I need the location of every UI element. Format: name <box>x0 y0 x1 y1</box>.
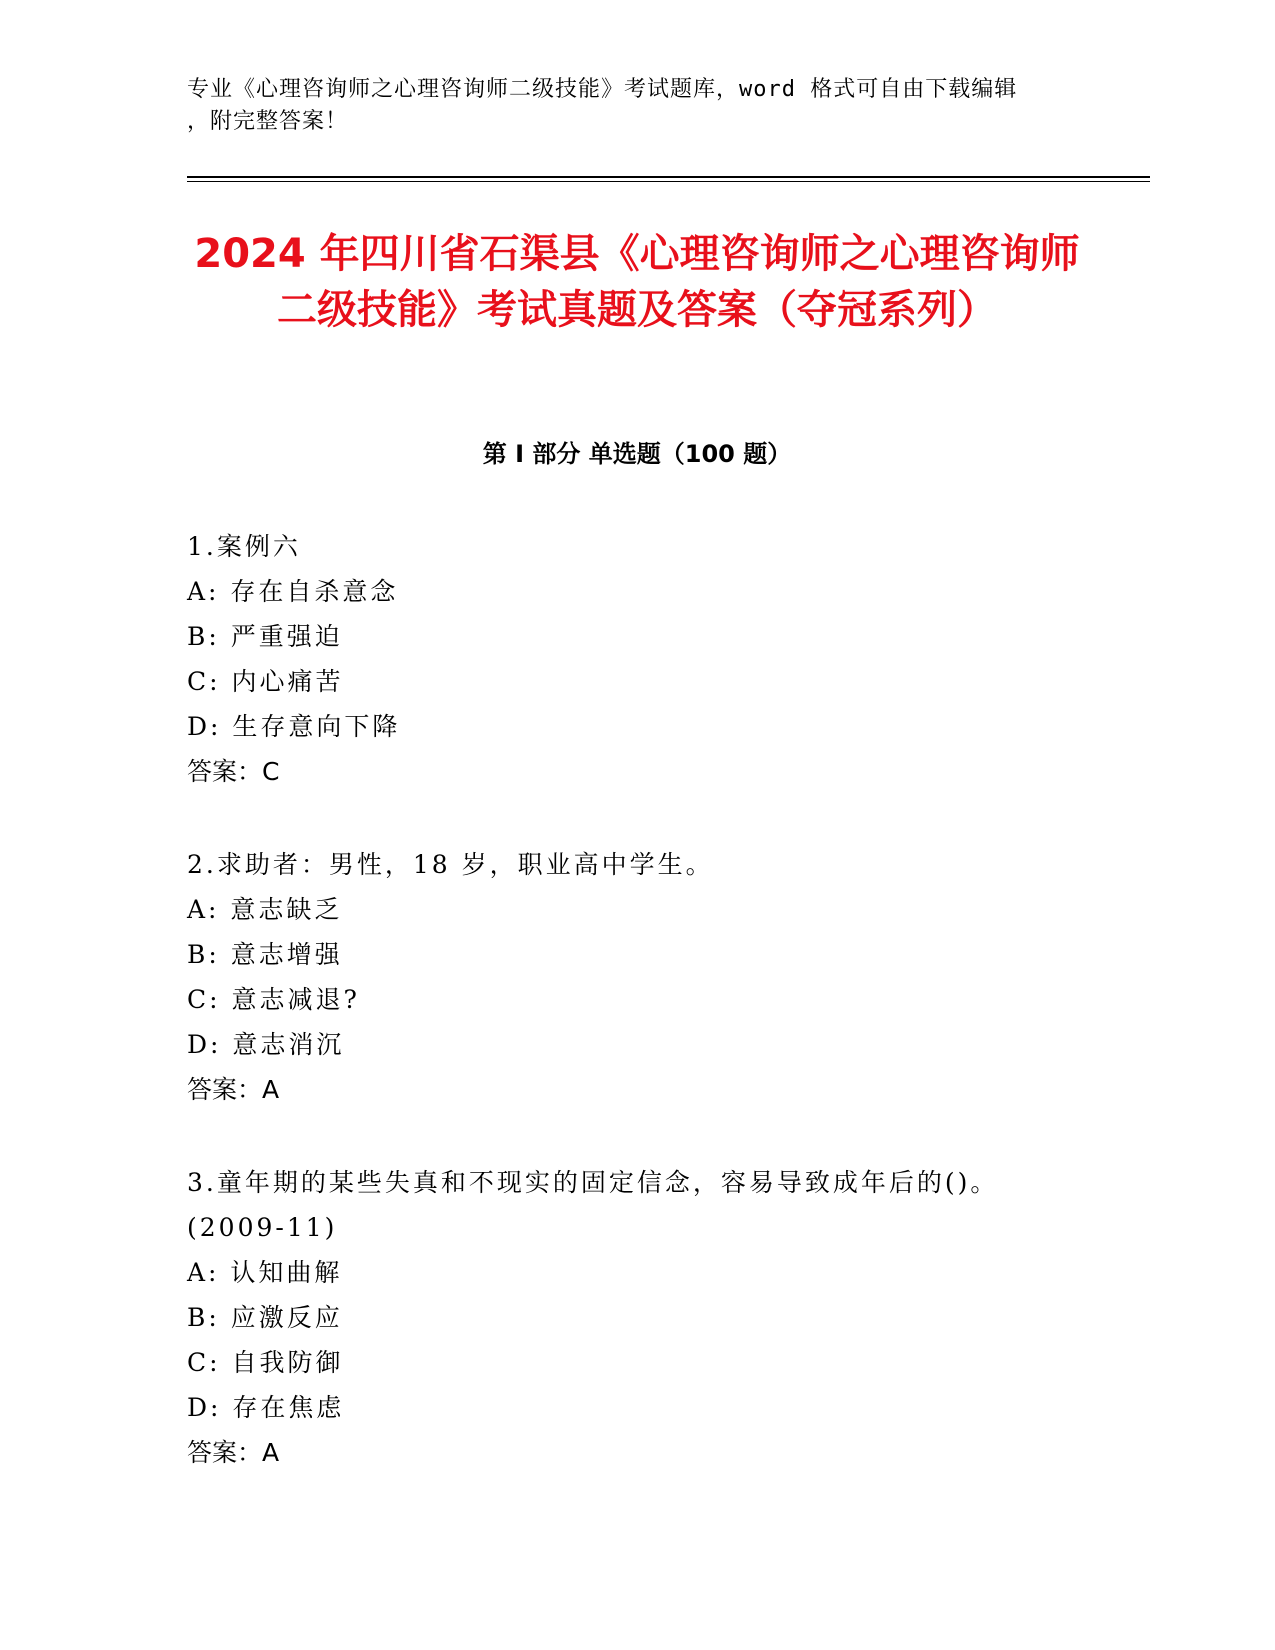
option-d: D: 生存意向下降 <box>187 712 401 741</box>
answer-line: 答案：A <box>187 1075 280 1104</box>
question-3 <box>187 1160 1087 1475</box>
header-divider-thin <box>187 181 1150 182</box>
option-a: A: 认知曲解 <box>187 1258 343 1287</box>
option-b: B: 意志增强 <box>187 940 343 969</box>
option-a: A: 意志缺乏 <box>187 895 343 924</box>
header-note-line-1: 专业《心理咨询师之心理咨询师二级技能》考试题库，word 格式可自由下载编辑 <box>187 77 1018 102</box>
option-d: D: 存在焦虑 <box>187 1393 345 1422</box>
answer-line: 答案：C <box>187 757 280 786</box>
question-2 <box>187 842 1087 1112</box>
option-d: D: 意志消沉 <box>187 1030 345 1059</box>
question-1 <box>187 524 1087 794</box>
document-title: 2024 年四川省石渠县《心理咨询师之心理咨询师二级技能》考试真题及答案（夺冠系列） <box>194 231 1080 333</box>
header-divider-thick <box>187 176 1150 178</box>
option-b: B: 应激反应 <box>187 1303 343 1332</box>
option-c: C: 自我防御 <box>187 1348 344 1377</box>
header-note <box>187 74 1067 138</box>
option-c: C: 意志减退? <box>187 985 360 1014</box>
answer-line: 答案：A <box>187 1438 280 1467</box>
header-note-line-2: ，附完整答案！ <box>187 109 349 134</box>
question-stem: 3.童年期的某些失真和不现实的固定信念，容易导致成年后的()。(2009-11) <box>187 1168 999 1242</box>
option-b: B: 严重强迫 <box>187 622 343 651</box>
section-title: 第 I 部分 单选题（100 题） <box>482 440 792 468</box>
question-stem: 1.案例六 <box>187 532 301 561</box>
option-c: C: 内心痛苦 <box>187 667 344 696</box>
option-a: A: 存在自杀意念 <box>187 577 399 606</box>
question-stem: 2.求助者：男性，18 岁，职业高中学生。 <box>187 850 714 879</box>
